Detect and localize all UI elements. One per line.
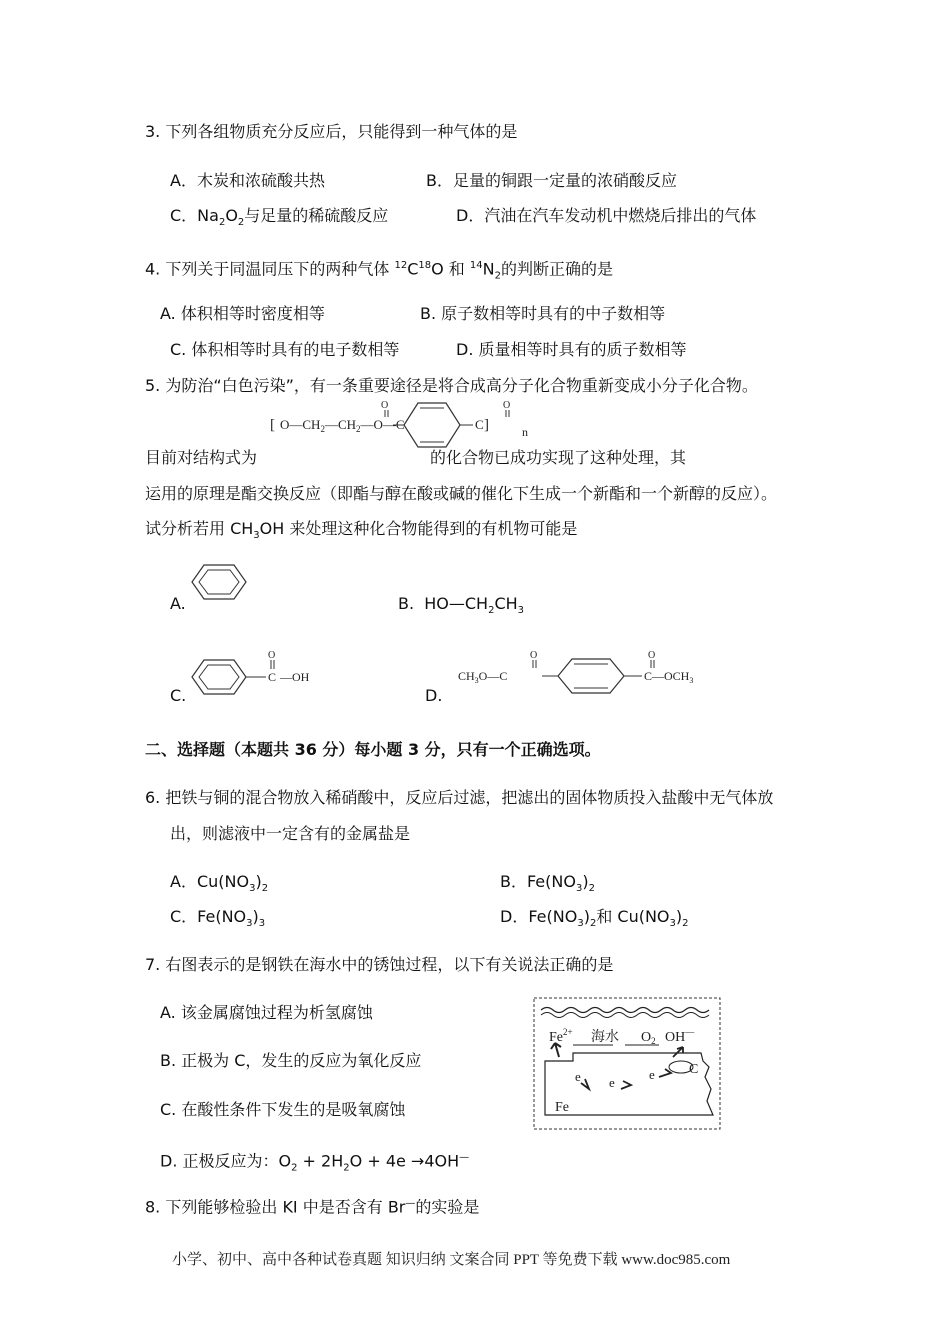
q6-option-c: C．$Fe(NO_3)_3$	[170, 907, 266, 930]
q4-option-b: B. 原子数相等时具有的中子数相等	[420, 304, 666, 323]
q6-stem-line1: 6. 把铁与铜的混合物放入稀硝酸中，反应后过滤，把滤出的固体物质投入盐酸中无气体放	[145, 788, 774, 807]
q6-option-b: B．$Fe(NO_3)_2$	[500, 872, 595, 895]
q7-option-d: D. 正极反应为：$O_2 + 2H_2O + 4e \to 4OH^—$	[160, 1151, 470, 1174]
corrosion-figure	[533, 997, 723, 1131]
q5-option-a-label: A.	[170, 594, 186, 613]
section2-title: 二、选择题（本题共 36 分）每小题 3 分，只有一个正确选项。	[145, 740, 601, 759]
q8-stem: 8. 下列能够检验出 KI 中是否含有 Br—的实验是	[145, 1197, 480, 1217]
electron-arrow-2	[621, 1081, 631, 1089]
d-right-group: $C—OCH_3$	[644, 669, 694, 685]
carbonyl-carbon-2: C	[475, 417, 484, 432]
fig-o2-label: $O_2$	[641, 1030, 656, 1046]
benzene-inner-c	[199, 665, 239, 689]
polymer-bracket-left: [	[270, 417, 275, 433]
electron-arrow-3	[659, 1069, 671, 1077]
fig-electron-3: e	[649, 1067, 655, 1082]
q5-line2-post: 的化合物已成功实现了这种处理，其	[430, 448, 687, 467]
q7-stem: 7. 右图表示的是钢铁在海水中的锈蚀过程，以下有关说法正确的是	[145, 955, 614, 974]
carbonyl-carbon-c: C	[268, 670, 277, 684]
q4-option-c: C. 体积相等时具有的电子数相等	[170, 340, 400, 359]
fig-electron-2: e	[609, 1075, 615, 1090]
q5-option-b: B. $HO—CH_2CH_3$	[398, 594, 525, 617]
q6-option-a: A．$Cu(NO_3)_2$	[170, 872, 269, 895]
water-wave-line-2	[541, 1013, 709, 1018]
q4-stem: 4. 下列关于同温同压下的两种气体 $^{12}C^{18}O$ 和 $^{14}N_2$的判断正确的是	[145, 259, 613, 282]
q5-option-a-benzene	[190, 563, 250, 601]
q3-option-a: A．木炭和浓硫酸共热	[170, 171, 325, 190]
q5-option-d-structure	[458, 650, 738, 696]
polymer-chain-text: $O—CH_2—CH_2—O—C$	[280, 417, 405, 434]
page-footer: 小学、初中、高中各种试卷真题 知识归纳 文案合同 PPT 等免费下载 www.doc985.com	[172, 1252, 731, 1268]
benzene-inner-a	[199, 570, 239, 594]
water-wave-line	[541, 1008, 709, 1013]
fig-fe2-label: $Fe^{2+}$	[549, 1027, 573, 1045]
carbonyl-oxygen-c: O	[268, 650, 276, 661]
benzene-ring	[404, 403, 460, 447]
carbonyl-oxygen-d1: O	[530, 650, 538, 661]
hydroxyl-c: —OH	[280, 670, 310, 684]
q5-stem: 5. 为防治“白色污染”，有一条重要途径是将合成高分子化合物重新变成小分子化合物。	[145, 376, 758, 395]
fig-electron-1: e	[575, 1069, 581, 1084]
q3-option-b: B．足量的铜跟一定量的浓硝酸反应	[426, 171, 677, 190]
q5-option-c-label: C.	[170, 686, 187, 705]
oh-arrow	[673, 1047, 683, 1057]
q7-option-c: C. 在酸性条件下发生的是吸氧腐蚀	[160, 1100, 406, 1119]
q5-line4: 试分析若用 $CH_3OH$ 来处理这种化合物能得到的有机物可能是	[145, 519, 578, 542]
polymer-n: n	[522, 425, 528, 439]
fig-fe-label: Fe	[555, 1100, 569, 1115]
q7-option-a: A. 该金属腐蚀过程为析氢腐蚀	[160, 1003, 373, 1022]
q5-line3: 运用的原理是酯交换反应（即酯与醇在酸或碱的催化下生成一个新酯和一个新醇的反应）。	[145, 484, 778, 503]
q3-option-d: D．汽油在汽车发动机中燃烧后排出的气体	[456, 206, 757, 225]
q4-option-a: A. 体积相等时密度相等	[160, 304, 325, 323]
fig-seawater-label: 海水	[591, 1030, 619, 1045]
polymer-bracket-right: ]	[484, 417, 489, 433]
q7-option-b: B. 正极为 C，发生的反应为氧化反应	[160, 1051, 422, 1070]
q5-line2-pre: 目前对结构式为	[145, 448, 258, 467]
carbonyl-oxygen-2: O	[503, 400, 511, 411]
q4-option-d: D. 质量相等时具有的质子数相等	[456, 340, 687, 359]
q6-stem-line2: 出，则滤液中一定含有的金属盐是	[170, 824, 411, 843]
polymer-structure	[270, 400, 540, 450]
d-left-group: $CH_3O—C$	[458, 669, 508, 685]
fe-ion-arrow	[551, 1043, 561, 1057]
q6-option-d: D．$Fe(NO_3)_2$和 $Cu(NO_3)_2$	[500, 907, 689, 930]
q3-option-c: C．$Na_2O_2$与足量的稀硫酸反应	[170, 206, 389, 229]
electron-arrow-1	[581, 1079, 589, 1089]
q5-option-c-structure	[190, 650, 330, 696]
q5-option-d-label: D.	[425, 686, 443, 705]
carbonyl-oxygen-d2: O	[648, 650, 656, 661]
fig-c-label: C	[689, 1062, 699, 1077]
q3-stem: 3. 下列各组物质充分反应后，只能得到一种气体的是	[145, 122, 518, 141]
fig-oh-label: OH—	[665, 1027, 695, 1045]
carbonyl-oxygen-1: O	[381, 400, 389, 411]
